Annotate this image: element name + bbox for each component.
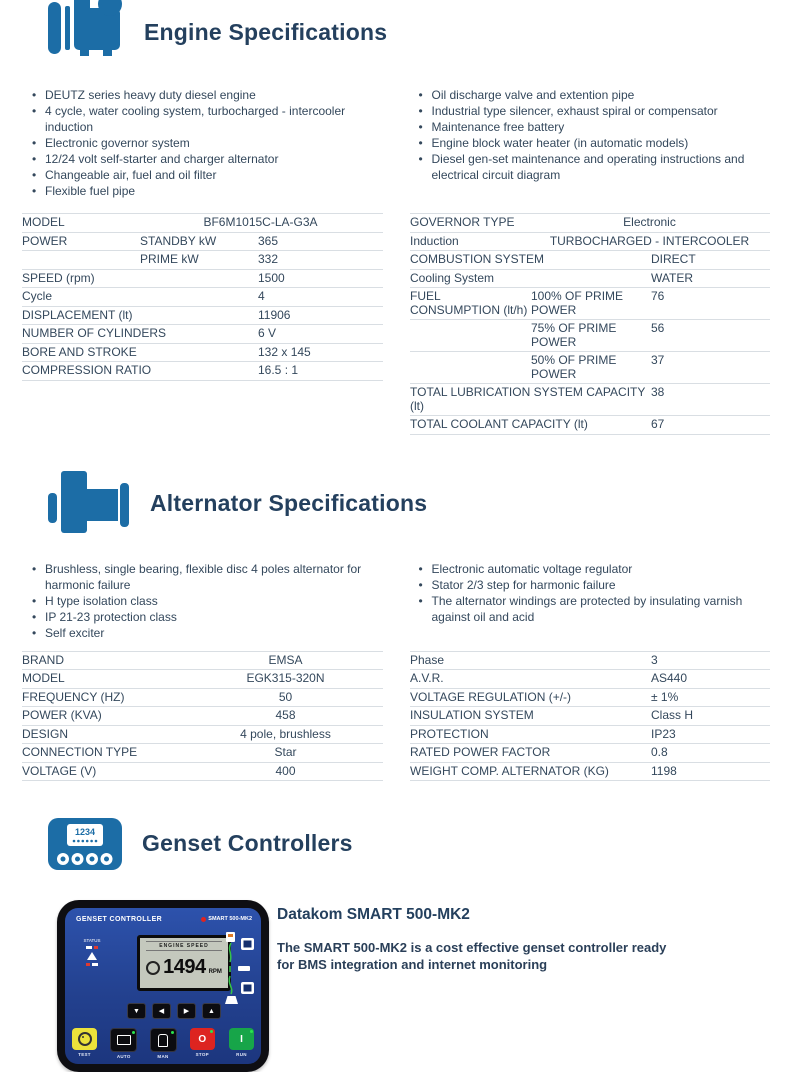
engine-tables [22,213,779,435]
test-button: TEST [71,1028,98,1059]
mode-buttons-row [71,1028,255,1059]
run-button: I RUN [228,1028,255,1059]
alternator-section-header [48,469,779,539]
product-description: The SMART 500-MK2 is a cost effective genset controller ready for BMS integration and internet monitoring [277,940,667,973]
table-row: COMBUSTION SYSTEM DIRECT [410,251,770,270]
table-row: Phase 3 [410,651,770,670]
bullet-item: • Flexible fuel pipe [32,183,393,199]
table-row: VOLTAGE REGULATION (+/-) ± 1% [410,688,770,707]
engine-rotation-icon [146,961,160,975]
alternator-spec-table-right [410,651,770,782]
alternator-bullets [22,561,779,641]
alarm-triangle-icon [74,952,110,960]
auto-mode-icon [117,1035,131,1045]
table-row: VOLTAGE (V) 400 [22,762,383,781]
table-row: DESIGN 4 pole, brushless [22,725,383,744]
table-row: RATED POWER FACTOR 0.8 [410,744,770,763]
engine-icon [48,0,124,56]
bullet-item: • Changeable air, fuel and oil filter [32,167,393,183]
nav-right-icon: ▶ [177,1003,196,1019]
table-row: WEIGHT COMP. ALTERNATOR (KG) 1198 [410,762,770,781]
controller-panel [65,908,261,1064]
controller-product-row [57,900,779,1072]
nav-buttons [127,1003,221,1019]
table-row: PROTECTION IP23 [410,725,770,744]
table-row: PRIME kW 332 [22,251,383,270]
controllers-section-header [48,811,779,876]
table-row: POWER STANDBY kW 365 [22,232,383,251]
device-model-label: SMART 500-MK2 [201,916,252,922]
table-row: Induction TURBOCHARGED - INTERCOOLER [410,232,770,251]
device-brand-label: GENSET CONTROLLER [76,916,163,924]
manual-button: MAN [150,1028,177,1059]
bullet-item: • Stator 2/3 step for harmonic failure [419,577,780,593]
bullet-item: • Engine block water heater (in automatic models) [419,135,780,151]
bullet-item: • 12/24 volt self-starter and charger alternator [32,151,393,167]
table-row: COMPRESSION RATIO 16.5 : 1 [22,362,383,381]
bullet-item: • H type isolation class [32,593,393,609]
engine-section-header [48,0,779,65]
bullet-item: • Maintenance free battery [419,119,780,135]
bullet-item: • Oil discharge valve and extention pipe [419,87,780,103]
table-row: INSULATION SYSTEM Class H [410,707,770,726]
table-row: POWER (KVA) 458 [22,707,383,726]
table-row: DISPLACEMENT (lt) 11906 [22,306,383,325]
genset-controller-icon [48,818,122,870]
engine-spec-table-right [410,213,770,435]
table-row: NUMBER OF CYLINDERS 6 V [22,325,383,344]
alternator-tables [22,651,779,782]
alternator-section-title: Alternator Specifications [150,490,428,517]
table-row: TOTAL LUBRICATION SYSTEM CAPACITY (lt) 38 [410,384,770,416]
bullet-item: • Electronic automatic voltage regulator [419,561,780,577]
svg-text:1234: 1234 [74,826,96,837]
bullet-item: • IP 21-23 protection class [32,609,393,625]
bullet-item: • Diesel gen-set maintenance and operating instructions and electrical circuit diagram [419,151,780,183]
manual-hand-icon [158,1034,168,1047]
bullet-item: • 4 cycle, water cooling system, turbocharged - intercooler induction [32,103,393,135]
table-row: SPEED (rpm) 1500 [22,269,383,288]
nav-down-icon: ▼ [127,1003,146,1019]
bullet-item: • The alternator windings are protected by insulating varnish against oil and acid [419,593,780,625]
alternator-icon [48,469,130,539]
table-row: MODEL BF6M1015C-LA-G3A [22,214,383,233]
nav-up-icon: ▲ [202,1003,221,1019]
bullet-item: • Electronic governor system [32,135,393,151]
engine-spec-table-left [22,213,383,381]
alternator-spec-table-left [22,651,383,782]
engine-section-title: Engine Specifications [144,19,388,46]
table-row: FREQUENCY (HZ) 50 [22,688,383,707]
mains-generator-mimic-icons [221,930,257,1019]
bullet-item: • Industrial type silencer, exhaust spiral or compensator [419,103,780,119]
table-row: TOTAL COOLANT CAPACITY (lt) 67 [410,416,770,435]
table-row: MODEL EGK315-320N [22,670,383,689]
table-row: FUEL CONSUMPTION (lt/h) 100% OF PRIME POWER 76 [410,288,770,320]
datakom-logo-icon [201,917,206,922]
stop-button: O STOP [189,1028,216,1059]
product-info [277,900,757,1072]
lcd-rpm-unit: RPM [208,968,222,975]
table-row: 75% OF PRIME POWER 56 [410,320,770,352]
table-row: CONNECTION TYPE Star [22,744,383,763]
nav-left-icon: ◀ [152,1003,171,1019]
lcd-display [137,935,231,991]
bullet-item: • Brushless, single bearing, flexible disc 4 poles alternator for harmonic failure [32,561,393,593]
table-row: Cycle 4 [22,288,383,307]
table-row: Cooling System WATER [410,269,770,288]
bullet-item: • Self exciter [32,625,393,641]
controllers-section-title: Genset Controllers [142,830,353,857]
table-row: BRAND EMSA [22,651,383,670]
status-led-block: STATUS [74,938,110,966]
status-led-row [74,963,110,966]
lcd-title: ENGINE SPEED [146,941,222,951]
test-gear-icon [78,1032,92,1046]
engine-bullets [22,87,779,199]
controller-device-image [57,900,269,1072]
bullet-item: • DEUTZ series heavy duty diesel engine [32,87,393,103]
status-led-row [74,946,110,949]
table-row: 50% OF PRIME POWER 37 [410,352,770,384]
table-row: GOVERNOR TYPE Electronic [410,214,770,233]
auto-button: AUTO [110,1028,137,1059]
table-row: BORE AND STROKE 132 x 145 [22,343,383,362]
table-row: A.V.R. AS440 [410,670,770,689]
lcd-rpm-value: 1494 [163,956,206,979]
product-name: Datakom SMART 500-MK2 [277,906,470,924]
